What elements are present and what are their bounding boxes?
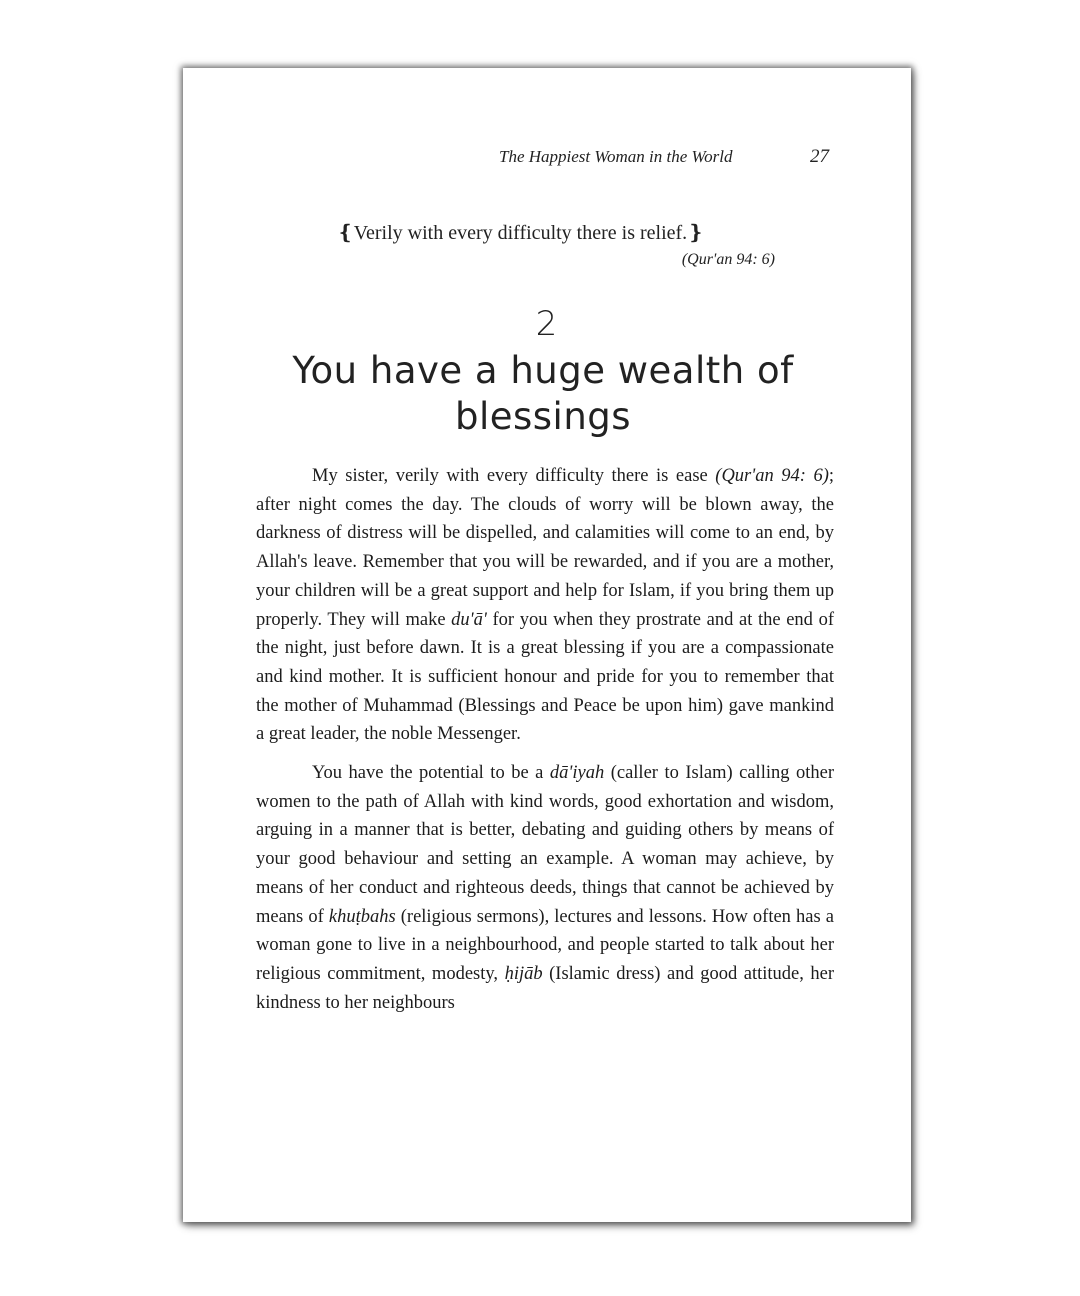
text-run: (religious sermons), lectures and lessons. How often has a woman gone to live in a neighbourhood, and people started to talk about her religious commitment, modesty, xyxy=(256,906,834,984)
text-run: (caller to Islam) calling other women to the path of Allah with kind words, good exhortation and wisdom, arguing in a manner that is better, debating and guiding others by means of your good behaviour and setting an example. A woman may achieve, by means of her conduct and righteous deeds, things that cannot be achieved by means of xyxy=(256,763,834,927)
epigraph-verse-text: Verily with every difficulty there is relief. xyxy=(353,222,688,244)
italic-term: dā'iyah xyxy=(549,763,605,784)
paragraph xyxy=(256,462,834,749)
text-run: (Islamic dress) and good attitude, her kindness to her neighbours xyxy=(256,963,834,1013)
text-run: You have the potential to be a xyxy=(312,763,550,784)
italic-citation: (Qur'an 94: 6) xyxy=(715,466,829,486)
epigraph-citation: (Qur'an 94: 6) xyxy=(681,251,775,268)
running-head xyxy=(499,146,829,168)
italic-term: khuṭbahs xyxy=(328,906,396,927)
text-run: My sister, verily with every difficulty there is ease xyxy=(312,466,716,486)
chapter-title xyxy=(283,348,803,440)
italic-term: du'ā' xyxy=(451,609,487,630)
page-number: 27 xyxy=(810,146,829,167)
open-bracket: ❴ xyxy=(337,222,354,244)
chapter-number: 2 xyxy=(535,304,559,344)
epigraph xyxy=(333,220,783,269)
epigraph-verse xyxy=(333,220,783,245)
body-text xyxy=(256,462,834,1017)
chapter-title-line1: You have a huge wealth of xyxy=(292,349,794,392)
book-page xyxy=(183,68,911,1222)
chapter-title-line2: blessings xyxy=(454,395,632,438)
running-head-title: The Happiest Woman in the World xyxy=(499,147,733,166)
italic-term: ḥijāb xyxy=(504,963,543,984)
text-run: ; after night comes the day. The clouds of worry will be blown away, the darkness of distress will be dispelled, and calamities will come to an end, by Allah's leave. Remember that you will be rewarded, and if you are a mother, your children will be a great support and help for Islam, if you bring them up properly. They will make xyxy=(256,466,834,630)
text-run: for you when they prostrate and at the end of the night, just before dawn. It is a great blessing if you are a compassionate and kind mother. It is sufficient honour and pride for you to remember that the mother of Muhammad (Blessings and Peace be upon him) gave mankind a great leader, the noble Messenger. xyxy=(256,609,834,745)
paragraph xyxy=(256,759,834,1017)
close-bracket: ❵ xyxy=(687,222,704,244)
